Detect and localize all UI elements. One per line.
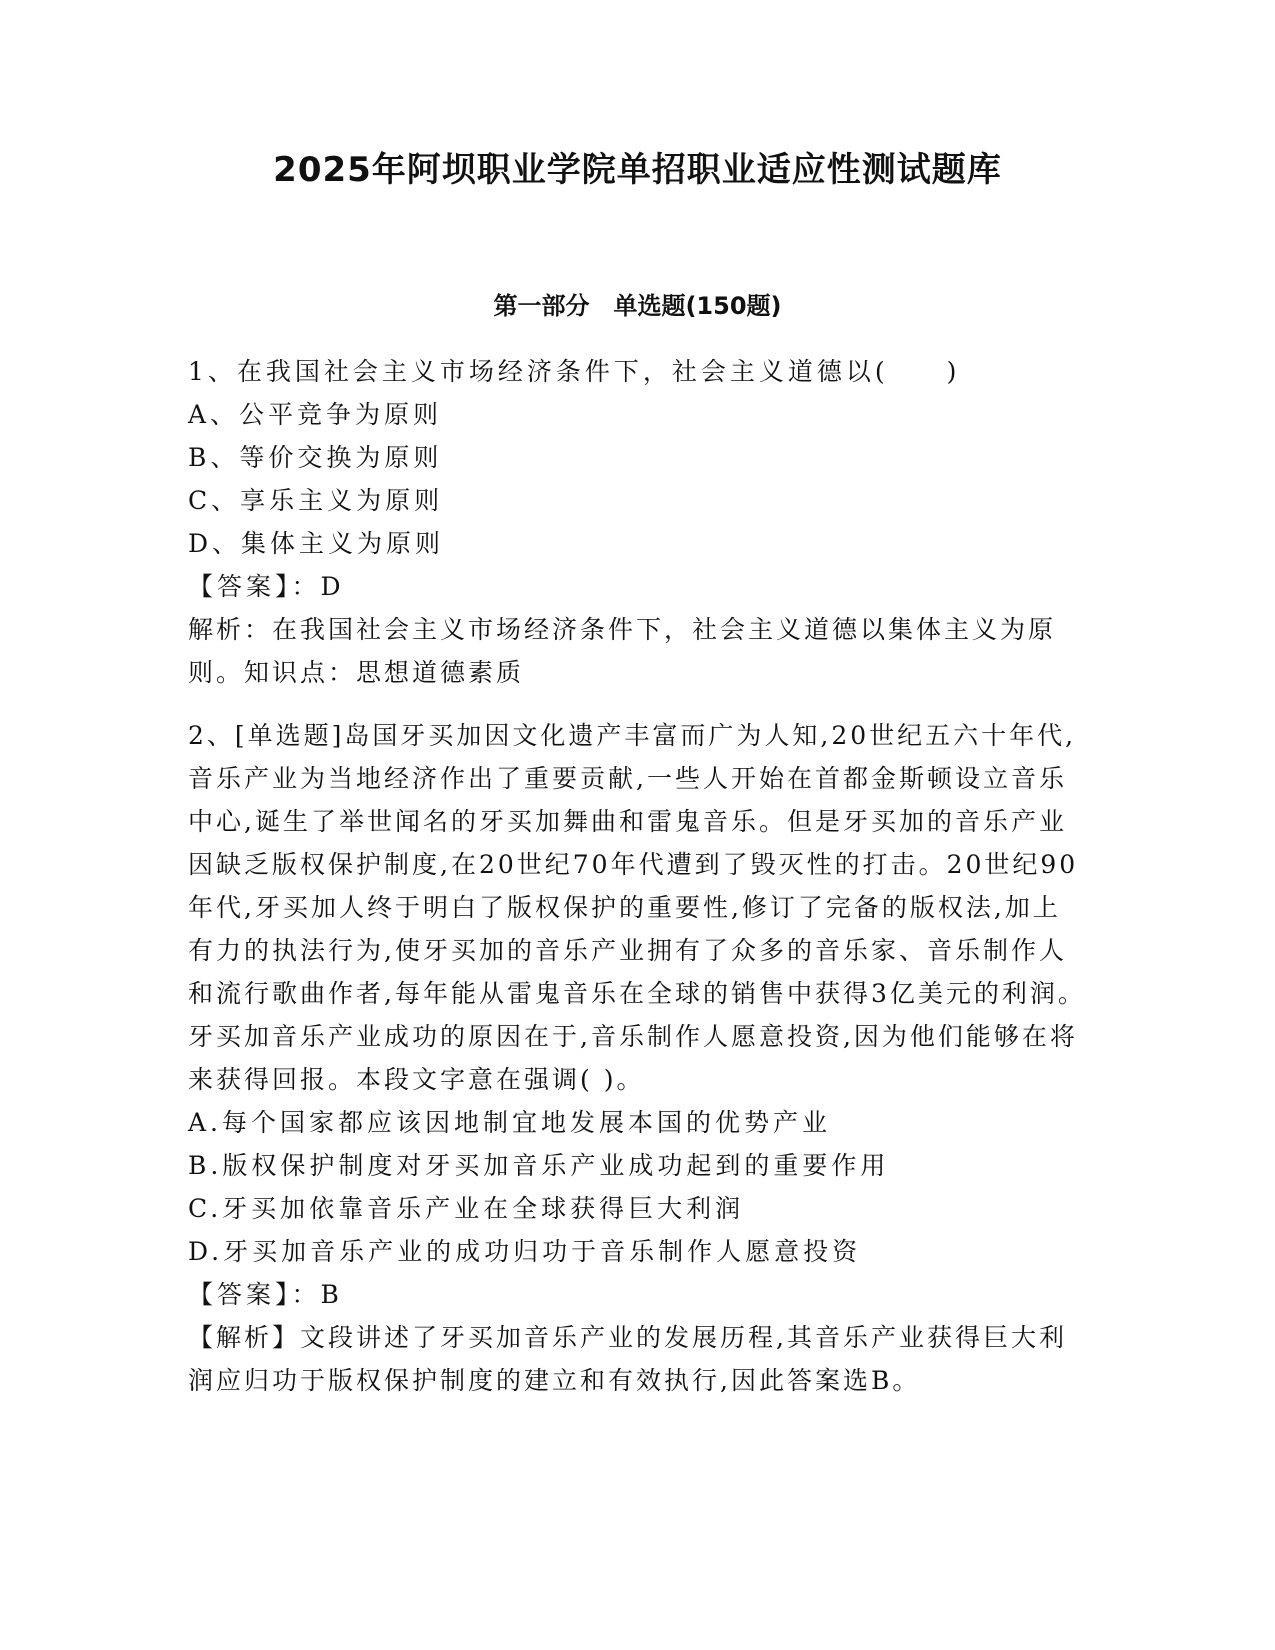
question-list <box>188 350 1088 1422</box>
explanation-text: 解析：在我国社会主义市场经济条件下，社会主义道德以集体主义为原则。知识点：思想道德素质 <box>188 615 1057 687</box>
explanation-text: 【解析】文段讲述了牙买加音乐产业的发展历程,其音乐产业获得巨大利润应归功于版权保护制度的建立和有效执行,因此答案选B。 <box>188 1323 1067 1395</box>
section-title: 第一部分 单选题(150题) <box>493 292 782 320</box>
answer-line: 【答案】：B <box>188 1280 343 1309</box>
question-item <box>188 714 1088 1402</box>
option-a: A.每个国家都应该因地制宜地发展本国的优势产业 <box>188 1108 832 1137</box>
answer-line: 【答案】：D <box>188 572 345 601</box>
option-d: D.牙买加音乐产业的成功归功于音乐制作人愿意投资 <box>188 1237 862 1266</box>
option-d: D、集体主义为原则 <box>188 529 445 558</box>
option-a: A、公平竞争为原则 <box>188 400 443 429</box>
question-stem: 1、在我国社会主义市场经济条件下，社会主义道德以( ) <box>188 357 961 386</box>
document-title: 2025年阿坝职业学院单招职业适应性测试题库 <box>273 150 1002 190</box>
option-c: C、享乐主义为原则 <box>188 486 444 515</box>
question-stem: 2、[单选题]岛国牙买加因文化遗产丰富而广为人知,20世纪五六十年代,音乐产业为当地经济作出了重要贡献,一些人开始在首都金斯顿设立音乐中心,诞生了举世闻名的牙买加舞曲和雷鬼音乐。但是牙买加的音乐产业因缺乏版权保护制度,在20世纪70年代遭到了毁灭性的打击。20世纪90年代,牙买加人终于明白了版权保护的重要性,修订了完备的版权法,加上有力的执法行为,使牙买加的音乐产业拥有了众多的音乐家、音乐制作人和流行歌曲作者,每年能从雷鬼音乐在全球的销售中获得3亿美元的利润。牙买加音乐产业成功的原因在于,音乐制作人愿意投资,因为他们能够在将来获得回报。本段文字意在强调( )。 <box>188 721 1086 1094</box>
question-item <box>188 350 1088 694</box>
option-c: C.牙买加依靠音乐产业在全球获得巨大利润 <box>188 1194 745 1223</box>
option-b: B.版权保护制度对牙买加音乐产业成功起到的重要作用 <box>188 1151 890 1180</box>
option-b: B、等价交换为原则 <box>188 443 443 472</box>
